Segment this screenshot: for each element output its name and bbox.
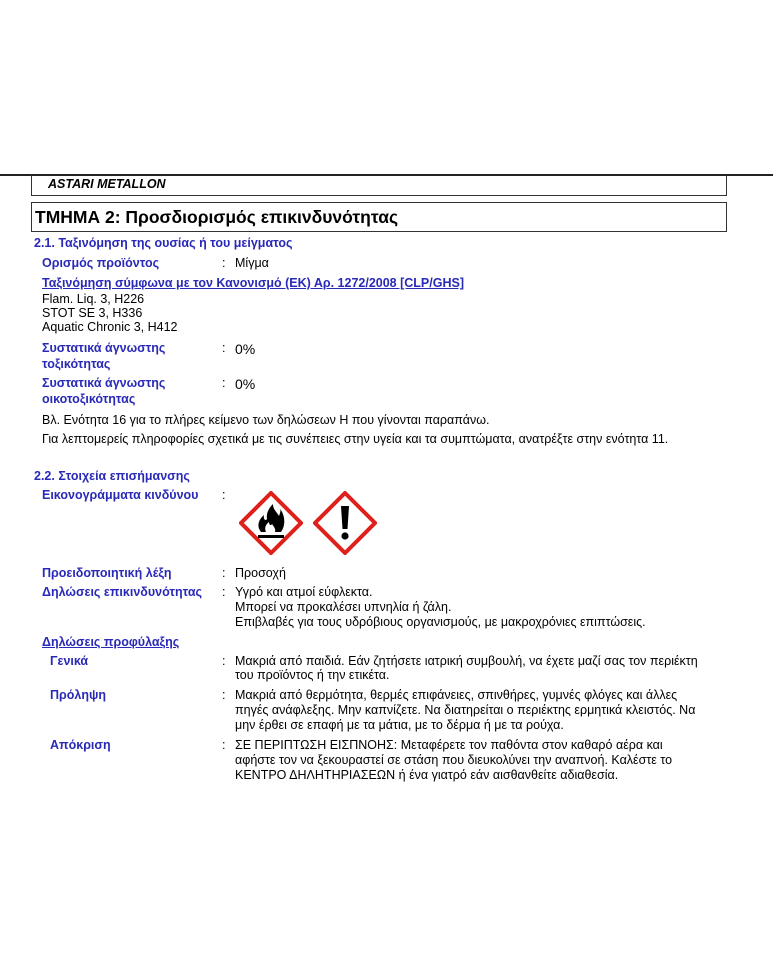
- general-label: Γενικά: [50, 654, 89, 668]
- colon: :: [222, 566, 226, 580]
- colon: :: [222, 376, 226, 390]
- subsection-2-2-heading: 2.2. Στοιχεία επισήμανσης: [34, 469, 190, 483]
- product-definition-label: Ορισμός προϊόντος: [42, 256, 160, 270]
- prevention-text: μην έρθει σε επαφή με τα μάτια, με το δέρμα ή με τα ρούχα.: [235, 718, 564, 732]
- colon: :: [222, 688, 226, 702]
- general-text: Μακριά από παιδιά. Εάν ζητήσετε ιατρική συμβουλή, να έχετε μαζί σας τον περιέκτη: [235, 654, 698, 668]
- prevention-text: πηγές ανάφλεξης. Μην καπνίζετε. Να διατηρείται ο περιέκτης ερμητικά κλειστός. Να: [235, 703, 696, 717]
- toxicity-value: 0%: [235, 341, 256, 357]
- flame-icon: [239, 491, 303, 555]
- exclamation-icon: [313, 491, 377, 555]
- classification-line: STOT SE 3, H336: [42, 306, 143, 320]
- response-text: ΣΕ ΠΕΡΙΠΤΩΣΗ ΕΙΣΠΝΟΗΣ: Μεταφέρετε τον παθόντα στον καθαρό αέρα και: [235, 738, 663, 752]
- precautionary-statements-heading: Δηλώσεις προφύλαξης: [42, 635, 180, 649]
- ecotoxicity-label-line1: Συστατικά άγνωστης: [42, 376, 166, 390]
- signal-word-label: Προειδοποιητική λέξη: [42, 566, 172, 580]
- hazard-statement: Υγρό και ατμοί εύφλεκτα.: [235, 585, 373, 599]
- response-label: Απόκριση: [50, 738, 111, 752]
- prevention-label: Πρόληψη: [50, 688, 107, 702]
- hazard-pictograms: [239, 491, 379, 555]
- ecotoxicity-label-line2: οικοτοξικότητας: [42, 392, 136, 406]
- regulation-link[interactable]: Ταξινόμηση σύμφωνα με τον Κανονισμό (ΕΚ) Αρ. 1272/2008 [CLP/GHS]: [42, 276, 464, 290]
- hazard-statement: Μπορεί να προκαλέσει υπνηλία ή ζάλη.: [235, 600, 452, 614]
- section-header: [31, 202, 727, 232]
- toxicity-label-line2: τοξικότητας: [42, 357, 111, 371]
- note-section-16: Βλ. Ενότητα 16 για το πλήρες κείμενο των δηλώσεων Η που γίνονται παραπάνω.: [42, 413, 490, 427]
- general-text: του προϊόντος ή την ετικέτα.: [235, 668, 390, 682]
- toxicity-label-line1: Συστατικά άγνωστης: [42, 341, 166, 355]
- colon: :: [222, 585, 226, 599]
- response-text: ΚΕΝΤΡΟ ΔΗΛΗΤΗΡΙΑΣΕΩΝ ή ένα γιατρό εάν αισθανθείτε αδιαθεσία.: [235, 768, 619, 782]
- ecotoxicity-value: 0%: [235, 376, 256, 392]
- product-header: [31, 175, 727, 196]
- note-section-11: Για λεπτομερείς πληροφορίες σχετικά με τις συνέπειες στην υγεία και τα συμπτώματα, ανατρέξτε στην ενότητα 11.: [42, 432, 669, 446]
- product-name: ASTARI METALLON: [48, 177, 166, 191]
- colon: :: [222, 488, 226, 502]
- colon: :: [222, 256, 226, 270]
- colon: :: [222, 654, 226, 668]
- colon: :: [222, 341, 226, 355]
- response-text: αφήστε τον να ξεκουραστεί σε στάση που διευκολύνει την αναπνοή. Καλέστε το: [235, 753, 673, 767]
- signal-word-value: Προσοχή: [235, 566, 286, 580]
- prevention-text: Μακριά από θερμότητα, θερμές επιφάνειες, σπινθήρες, γυμνές φλόγες και άλλες: [235, 688, 678, 702]
- colon: :: [222, 738, 226, 752]
- pictograms-label: Εικονογράμματα κινδύνου: [42, 488, 199, 502]
- hazard-statement: Επιβλαβές για τους υδρόβιους οργανισμούς, με μακροχρόνιες επιπτώσεις.: [235, 615, 646, 629]
- product-definition-value: Μίγμα: [235, 256, 269, 270]
- subsection-2-1-heading: 2.1. Ταξινόμηση της ουσίας ή του μείγματος: [34, 236, 293, 250]
- classification-line: Flam. Liq. 3, H226: [42, 292, 145, 306]
- hazard-statements-label: Δηλώσεις επικινδυνότητας: [42, 585, 203, 599]
- section-title: ΤΜΗΜΑ 2: Προσδιορισμός επικινδυνότητας: [35, 207, 399, 227]
- classification-line: Aquatic Chronic 3, H412: [42, 320, 178, 334]
